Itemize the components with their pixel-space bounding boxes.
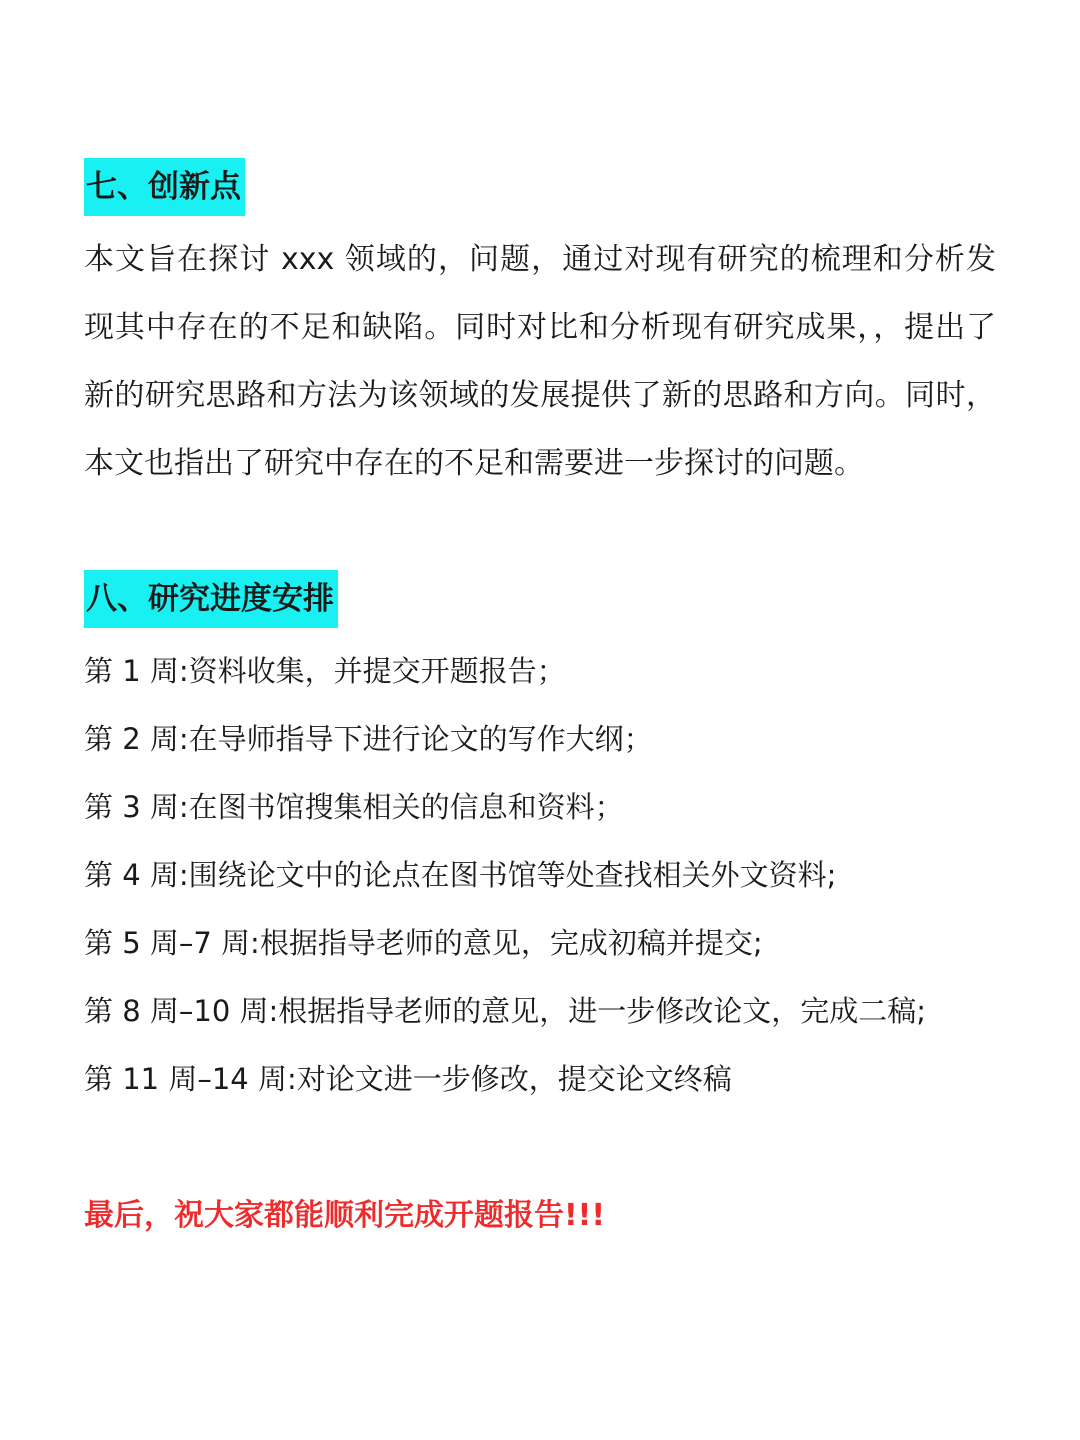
schedule-item: 第 5 周–7 周:根据指导老师的意见，完成初稿并提交; (84, 926, 763, 960)
closing-message: 最后，祝大家都能顺利完成开题报告!!! (84, 1198, 606, 1233)
schedule-item: 第 2 周:在导师指导下进行论文的写作大纲； (84, 722, 653, 756)
section-7-paragraph: 本文旨在探讨 xxx 领域的，问题，通过对现有研究的梳理和分析发现其中存在的不足和缺陷。同时对比和分析现有研究成果，，提出了新的研究思路和方法为该领域的发展提供了新的思路和方向。同时，本文也指出了研究中存在的不足和需要进一步探讨的问题。 (84, 242, 996, 481)
schedule-item: 第 4 周:围绕论文中的论点在图书馆等处查找相关外文资料; (84, 858, 837, 892)
schedule-item: 第 11 周–14 周:对论文进一步修改，提交论文终稿 (84, 1062, 732, 1096)
section-8-heading: 八、研究进度安排 (84, 570, 338, 628)
schedule-list (84, 637, 996, 1113)
schedule-item: 第 8 周–10 周:根据指导老师的意见，进一步修改论文，完成二稿; (84, 994, 927, 1028)
schedule-item: 第 3 周:在图书馆搜集相关的信息和资料； (84, 790, 624, 824)
section-7-heading: 七、创新点 (84, 158, 245, 216)
schedule-item: 第 1 周:资料收集，并提交开题报告； (84, 654, 566, 688)
